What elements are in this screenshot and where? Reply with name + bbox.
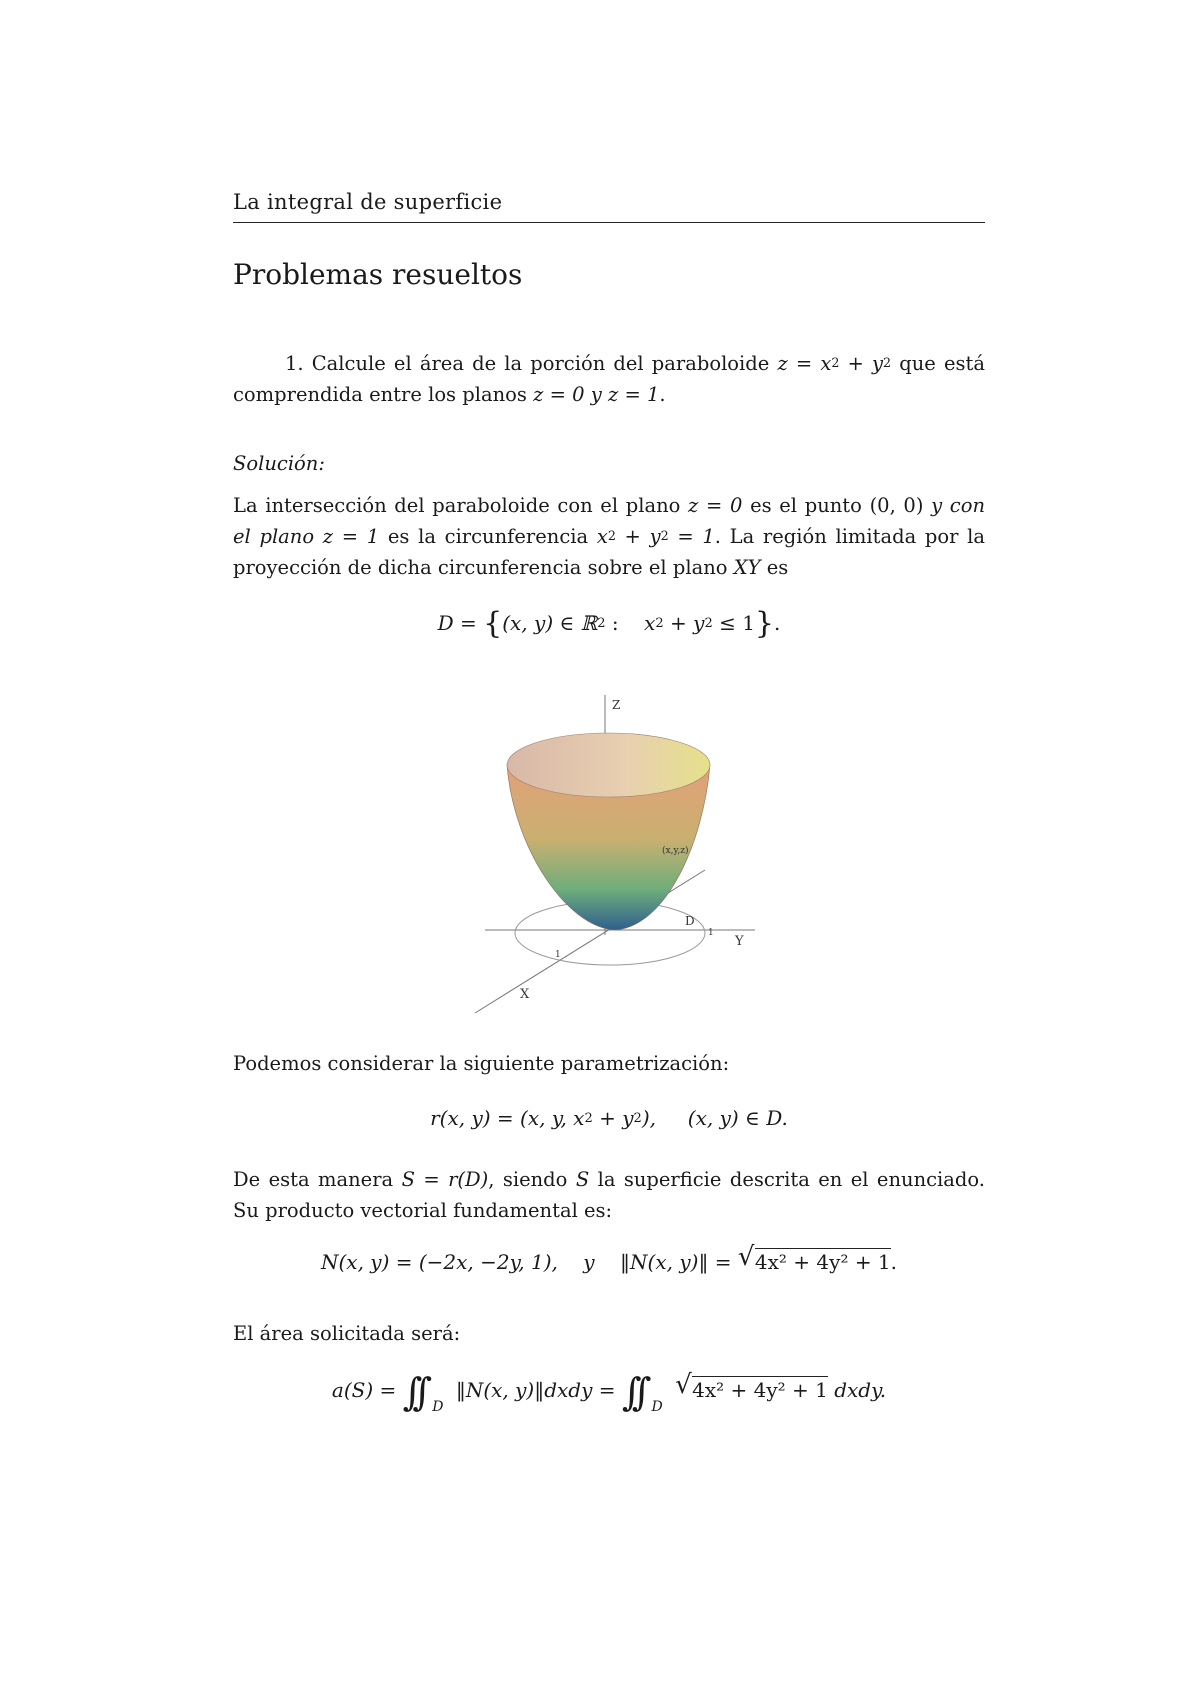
paraboloid-equation: $z = x^2 + y^2$ [777, 352, 892, 375]
section-title: Problemas resueltos [233, 258, 523, 291]
problem-number: 1. [285, 352, 304, 375]
axis-x-label: X [520, 987, 530, 1002]
normal-vector-equation: N(x, y) = (−2x, −2y, 1), y ‖N(x, y)‖ = √ 4x² + 4y² + 1. [320, 1242, 898, 1274]
axis-y-label: Y [735, 934, 744, 949]
problem-statement: 1. Calcule el área de la porción del paraboloide $z = x^2 + y^2$ que está comprendida entre los planos z = 0 y z = 1. [233, 352, 985, 406]
paraboloid-figure [465, 695, 765, 1015]
tick-label-x: 1 [555, 950, 561, 960]
plane-z0: z = 0 [533, 383, 585, 406]
axis-z-label: Z [612, 698, 621, 712]
circle-equation: $x^2 + y^2 = 1$ [596, 525, 715, 548]
solution-paragraph-1: La intersección del paraboloide con el plano z = 0 es el punto (0, 0) y con el plano z = 1 es la circunferencia $x^2 + y^2 = 1$. La región limitada por la proyección de dicha circunferencia sobre el plano XY es [233, 494, 986, 579]
header-rule [233, 222, 985, 223]
solution-paragraph-3: De esta manera S = r(D), siendo S la superficie descrita en el enunciado. Su producto vectorial fundamental es: [233, 1168, 985, 1222]
solution-paragraph-4: El área solicitada será: [233, 1322, 461, 1345]
problem-text-intro: Calcule el área de la porción del paraboloide [311, 352, 770, 375]
solution-label: Solución: [233, 452, 325, 475]
region-definition: D = {(x, y) ∈ ℝ$^2$ : $x^2 + y^2 \le 1$}. [437, 606, 781, 641]
tick-label-y: 1 [708, 928, 714, 938]
paraboloid-rim [507, 733, 710, 797]
problem-text-mid: que está comprendida entre los planos [233, 352, 985, 406]
running-header: La integral de superficie [233, 190, 503, 214]
conjunction-y: y [590, 383, 602, 406]
domain-label: D [685, 914, 695, 928]
area-integral-equation: a(S) = ∫∫ $_D$ ‖N(x, y)‖dxdy = ∫∫ $_D$ √ 4x² + 4y² + 1 dxdy. [331, 1370, 887, 1415]
parametrization-equation: r(x, y) = (x, y, $x^2 + y^2$), (x, y) ∈ D. [430, 1106, 788, 1130]
plane-z1: z = 1 [607, 383, 660, 406]
solution-paragraph-2: Podemos considerar la siguiente parametrización: [233, 1052, 730, 1075]
point-label: (x,y,z) [662, 846, 689, 856]
